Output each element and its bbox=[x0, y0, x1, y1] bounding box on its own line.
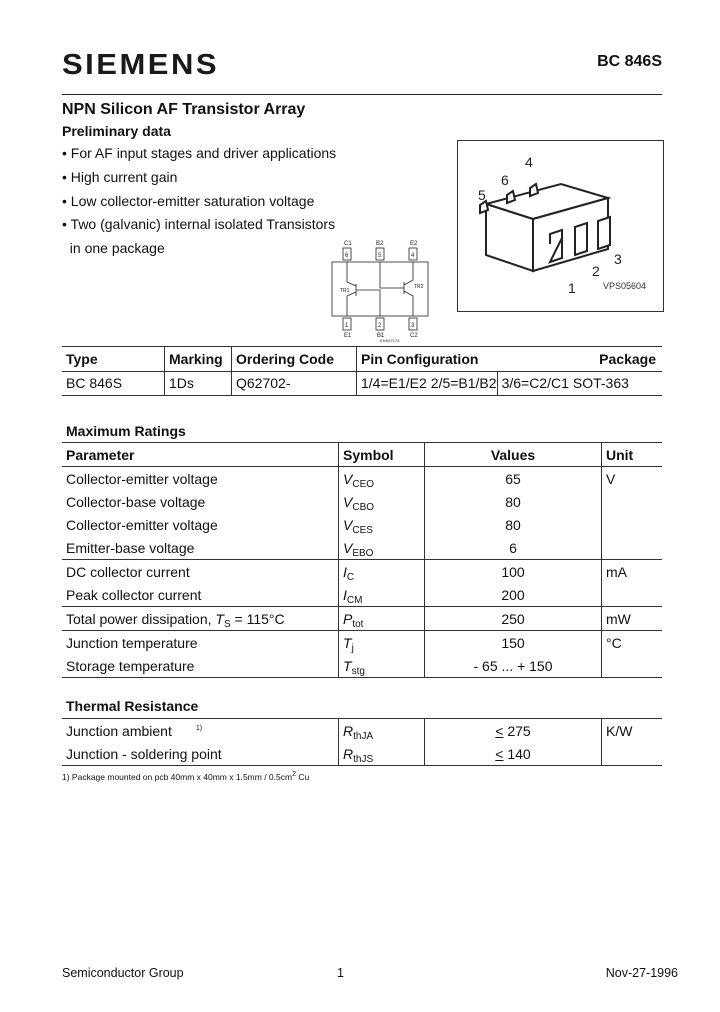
footer-date: Nov-27-1996 bbox=[605, 966, 678, 980]
pin-label: 1 bbox=[568, 280, 576, 296]
cell-pin: 1/4=E1/E2 bbox=[357, 371, 427, 396]
table-row bbox=[62, 513, 662, 536]
symbol: R bbox=[343, 722, 354, 739]
unit-cell: °C bbox=[602, 631, 663, 655]
value-cell: - 65 ... + 150 bbox=[425, 654, 602, 678]
table-row bbox=[62, 654, 662, 678]
symbol: I bbox=[343, 563, 347, 580]
le-sign: < bbox=[495, 722, 504, 739]
param-text: Total power dissipation, bbox=[66, 610, 216, 627]
symbol: V bbox=[343, 516, 353, 533]
max-ratings-title: Maximum Ratings bbox=[66, 423, 186, 439]
value-cell: 250 bbox=[425, 607, 602, 631]
col-header: Package bbox=[599, 350, 656, 367]
param-text: = 115°C bbox=[230, 610, 285, 627]
symbol-sub: thJS bbox=[353, 753, 374, 765]
table-row bbox=[62, 536, 662, 560]
symbol-sub: thJA bbox=[353, 730, 374, 742]
col-header: Pin Configuration bbox=[357, 347, 569, 372]
figure-code: VPS05604 bbox=[603, 281, 647, 291]
symbol-sub: CES bbox=[352, 524, 373, 536]
table-row bbox=[62, 490, 662, 513]
transistor-label: TR2 bbox=[414, 284, 424, 290]
pin-num: 3 bbox=[411, 323, 415, 329]
param-symbol: T bbox=[215, 610, 224, 627]
pin-name: C2 bbox=[410, 333, 418, 339]
symbol: V bbox=[343, 470, 353, 487]
unit-cell: V bbox=[602, 467, 663, 491]
diagram-code: EHA07173 bbox=[380, 338, 400, 343]
symbol: I bbox=[343, 586, 347, 603]
pin-name: E1 bbox=[344, 333, 352, 339]
param-cell: Collector-base voltage bbox=[66, 493, 206, 510]
cell-type: BC 846S bbox=[66, 375, 123, 392]
feature-item: in one package bbox=[62, 240, 165, 257]
footnote-tail: Cu bbox=[295, 772, 310, 782]
symbol: P bbox=[343, 610, 353, 627]
param-cell bbox=[62, 719, 339, 743]
cell-marking: 1Ds bbox=[165, 371, 232, 396]
col-header: Symbol bbox=[339, 443, 425, 467]
table-row bbox=[62, 631, 662, 655]
col-header: Parameter bbox=[66, 446, 135, 463]
unit-cell: mA bbox=[602, 560, 663, 584]
param-cell: DC collector current bbox=[66, 563, 190, 580]
unit-cell bbox=[602, 513, 663, 536]
unit-cell bbox=[602, 654, 663, 678]
document-subtitle: Preliminary data bbox=[62, 123, 171, 139]
table-row bbox=[62, 560, 662, 584]
symbol: V bbox=[343, 493, 353, 510]
value-cell: 140 bbox=[503, 745, 531, 762]
unit-cell bbox=[602, 583, 663, 607]
col-header: Ordering Code bbox=[232, 347, 357, 372]
feature-list bbox=[62, 142, 336, 261]
symbol-sub: j bbox=[351, 642, 354, 654]
package-figure bbox=[457, 140, 664, 312]
footnote-sup: 2 bbox=[292, 771, 296, 779]
feature-item: • For AF input stages and driver applications bbox=[62, 145, 337, 161]
thermal-table bbox=[62, 718, 662, 766]
circuit-svg bbox=[328, 238, 433, 343]
value-cell: 200 bbox=[425, 583, 602, 607]
param-cell: Peak collector current bbox=[66, 586, 202, 603]
pin-num: 1 bbox=[345, 323, 349, 329]
table-row bbox=[62, 607, 662, 631]
transistor-label: TR1 bbox=[340, 288, 350, 294]
part-number: BC 846S bbox=[597, 53, 662, 70]
pin-num: 5 bbox=[378, 253, 382, 259]
footnote bbox=[62, 772, 309, 782]
feature-item: • High current gain bbox=[62, 168, 178, 185]
table-row bbox=[62, 467, 662, 491]
value-cell: 65 bbox=[425, 467, 602, 491]
unit-cell: mW bbox=[602, 607, 663, 631]
footer-left: Semiconductor Group bbox=[62, 966, 184, 980]
symbol-sub: CM bbox=[346, 594, 363, 606]
value-cell: 275 bbox=[503, 722, 531, 739]
unit-cell: K/W bbox=[602, 719, 663, 743]
param-cell: Emitter-base voltage bbox=[66, 539, 195, 556]
feature-item: • Two (galvanic) internal isolated Transistors bbox=[62, 216, 336, 233]
pin-name: B2 bbox=[376, 241, 384, 247]
siemens-logo: SIEMENS bbox=[62, 48, 220, 81]
col-header: Type bbox=[66, 350, 98, 367]
cell-pin: 3/6=C2/C1 bbox=[497, 371, 569, 396]
pin-num: 2 bbox=[378, 323, 382, 329]
col-header: Values bbox=[425, 443, 602, 467]
table-row bbox=[62, 583, 662, 607]
footnote-ref: 1) bbox=[195, 724, 203, 732]
symbol: V bbox=[343, 539, 353, 556]
pin-label: 6 bbox=[501, 172, 509, 188]
pin-label: 4 bbox=[525, 154, 533, 170]
symbol-sub: tot bbox=[352, 618, 364, 630]
symbol-sub: CEO bbox=[352, 478, 375, 490]
col-header: Marking bbox=[165, 347, 232, 372]
le-sign: < bbox=[495, 745, 504, 762]
cell-ordering-code: Q62702- bbox=[232, 371, 357, 396]
param-cell: Collector-emitter voltage bbox=[66, 516, 218, 533]
pin-label: 2 bbox=[592, 263, 600, 279]
table-row bbox=[62, 719, 662, 743]
param-cell: Storage temperature bbox=[66, 657, 195, 674]
param-cell: Collector-emitter voltage bbox=[66, 470, 218, 487]
unit-cell bbox=[602, 536, 663, 560]
value-cell: 100 bbox=[425, 560, 602, 584]
page-number: 1 bbox=[337, 966, 344, 980]
feature-item: • Low collector-emitter saturation voltage bbox=[62, 192, 315, 209]
symbol: T bbox=[343, 657, 352, 674]
symbol-sub: CBO bbox=[352, 501, 375, 513]
cell-pin: 2/5=B1/B2 bbox=[430, 375, 497, 392]
unit-cell bbox=[602, 742, 663, 766]
pin-label: 3 bbox=[614, 251, 622, 267]
param-text: Junction ambient bbox=[66, 722, 172, 739]
symbol: R bbox=[343, 745, 354, 762]
symbol: T bbox=[343, 634, 352, 651]
param-cell bbox=[62, 607, 339, 631]
col-header: Unit bbox=[602, 443, 663, 467]
pin-num: 4 bbox=[411, 253, 415, 259]
pin-num: 6 bbox=[345, 253, 349, 259]
thermal-title: Thermal Resistance bbox=[66, 698, 199, 714]
symbol-sub: stg bbox=[351, 665, 365, 677]
internal-circuit-diagram bbox=[328, 238, 433, 343]
symbol-sub: C bbox=[346, 571, 355, 583]
document-title: NPN Silicon AF Transistor Array bbox=[62, 101, 306, 118]
pin-label: 5 bbox=[478, 187, 486, 203]
table-row bbox=[62, 742, 662, 766]
unit-cell bbox=[602, 490, 663, 513]
header-rule bbox=[62, 94, 662, 95]
cell-package: SOT-363 bbox=[572, 375, 629, 392]
ordering-table bbox=[62, 346, 662, 396]
pin-name: C1 bbox=[344, 241, 352, 247]
symbol-sub: EBO bbox=[352, 547, 374, 559]
max-ratings-table bbox=[62, 442, 662, 678]
param-cell: Junction temperature bbox=[66, 634, 198, 651]
value-cell: 150 bbox=[425, 631, 602, 655]
value-cell: 80 bbox=[425, 513, 602, 536]
param-symbol-sub: S bbox=[223, 618, 231, 630]
param-cell: Junction - soldering point bbox=[66, 745, 222, 762]
value-cell: 6 bbox=[425, 536, 602, 560]
pin-name: E2 bbox=[410, 241, 418, 247]
pin-name: B1 bbox=[377, 333, 385, 339]
footnote-text: 1) Package mounted on pcb 40mm x 40mm x 1.5mm / 0.5cm bbox=[62, 772, 293, 782]
sot363-package-drawing bbox=[458, 141, 663, 311]
value-cell: 80 bbox=[425, 490, 602, 513]
